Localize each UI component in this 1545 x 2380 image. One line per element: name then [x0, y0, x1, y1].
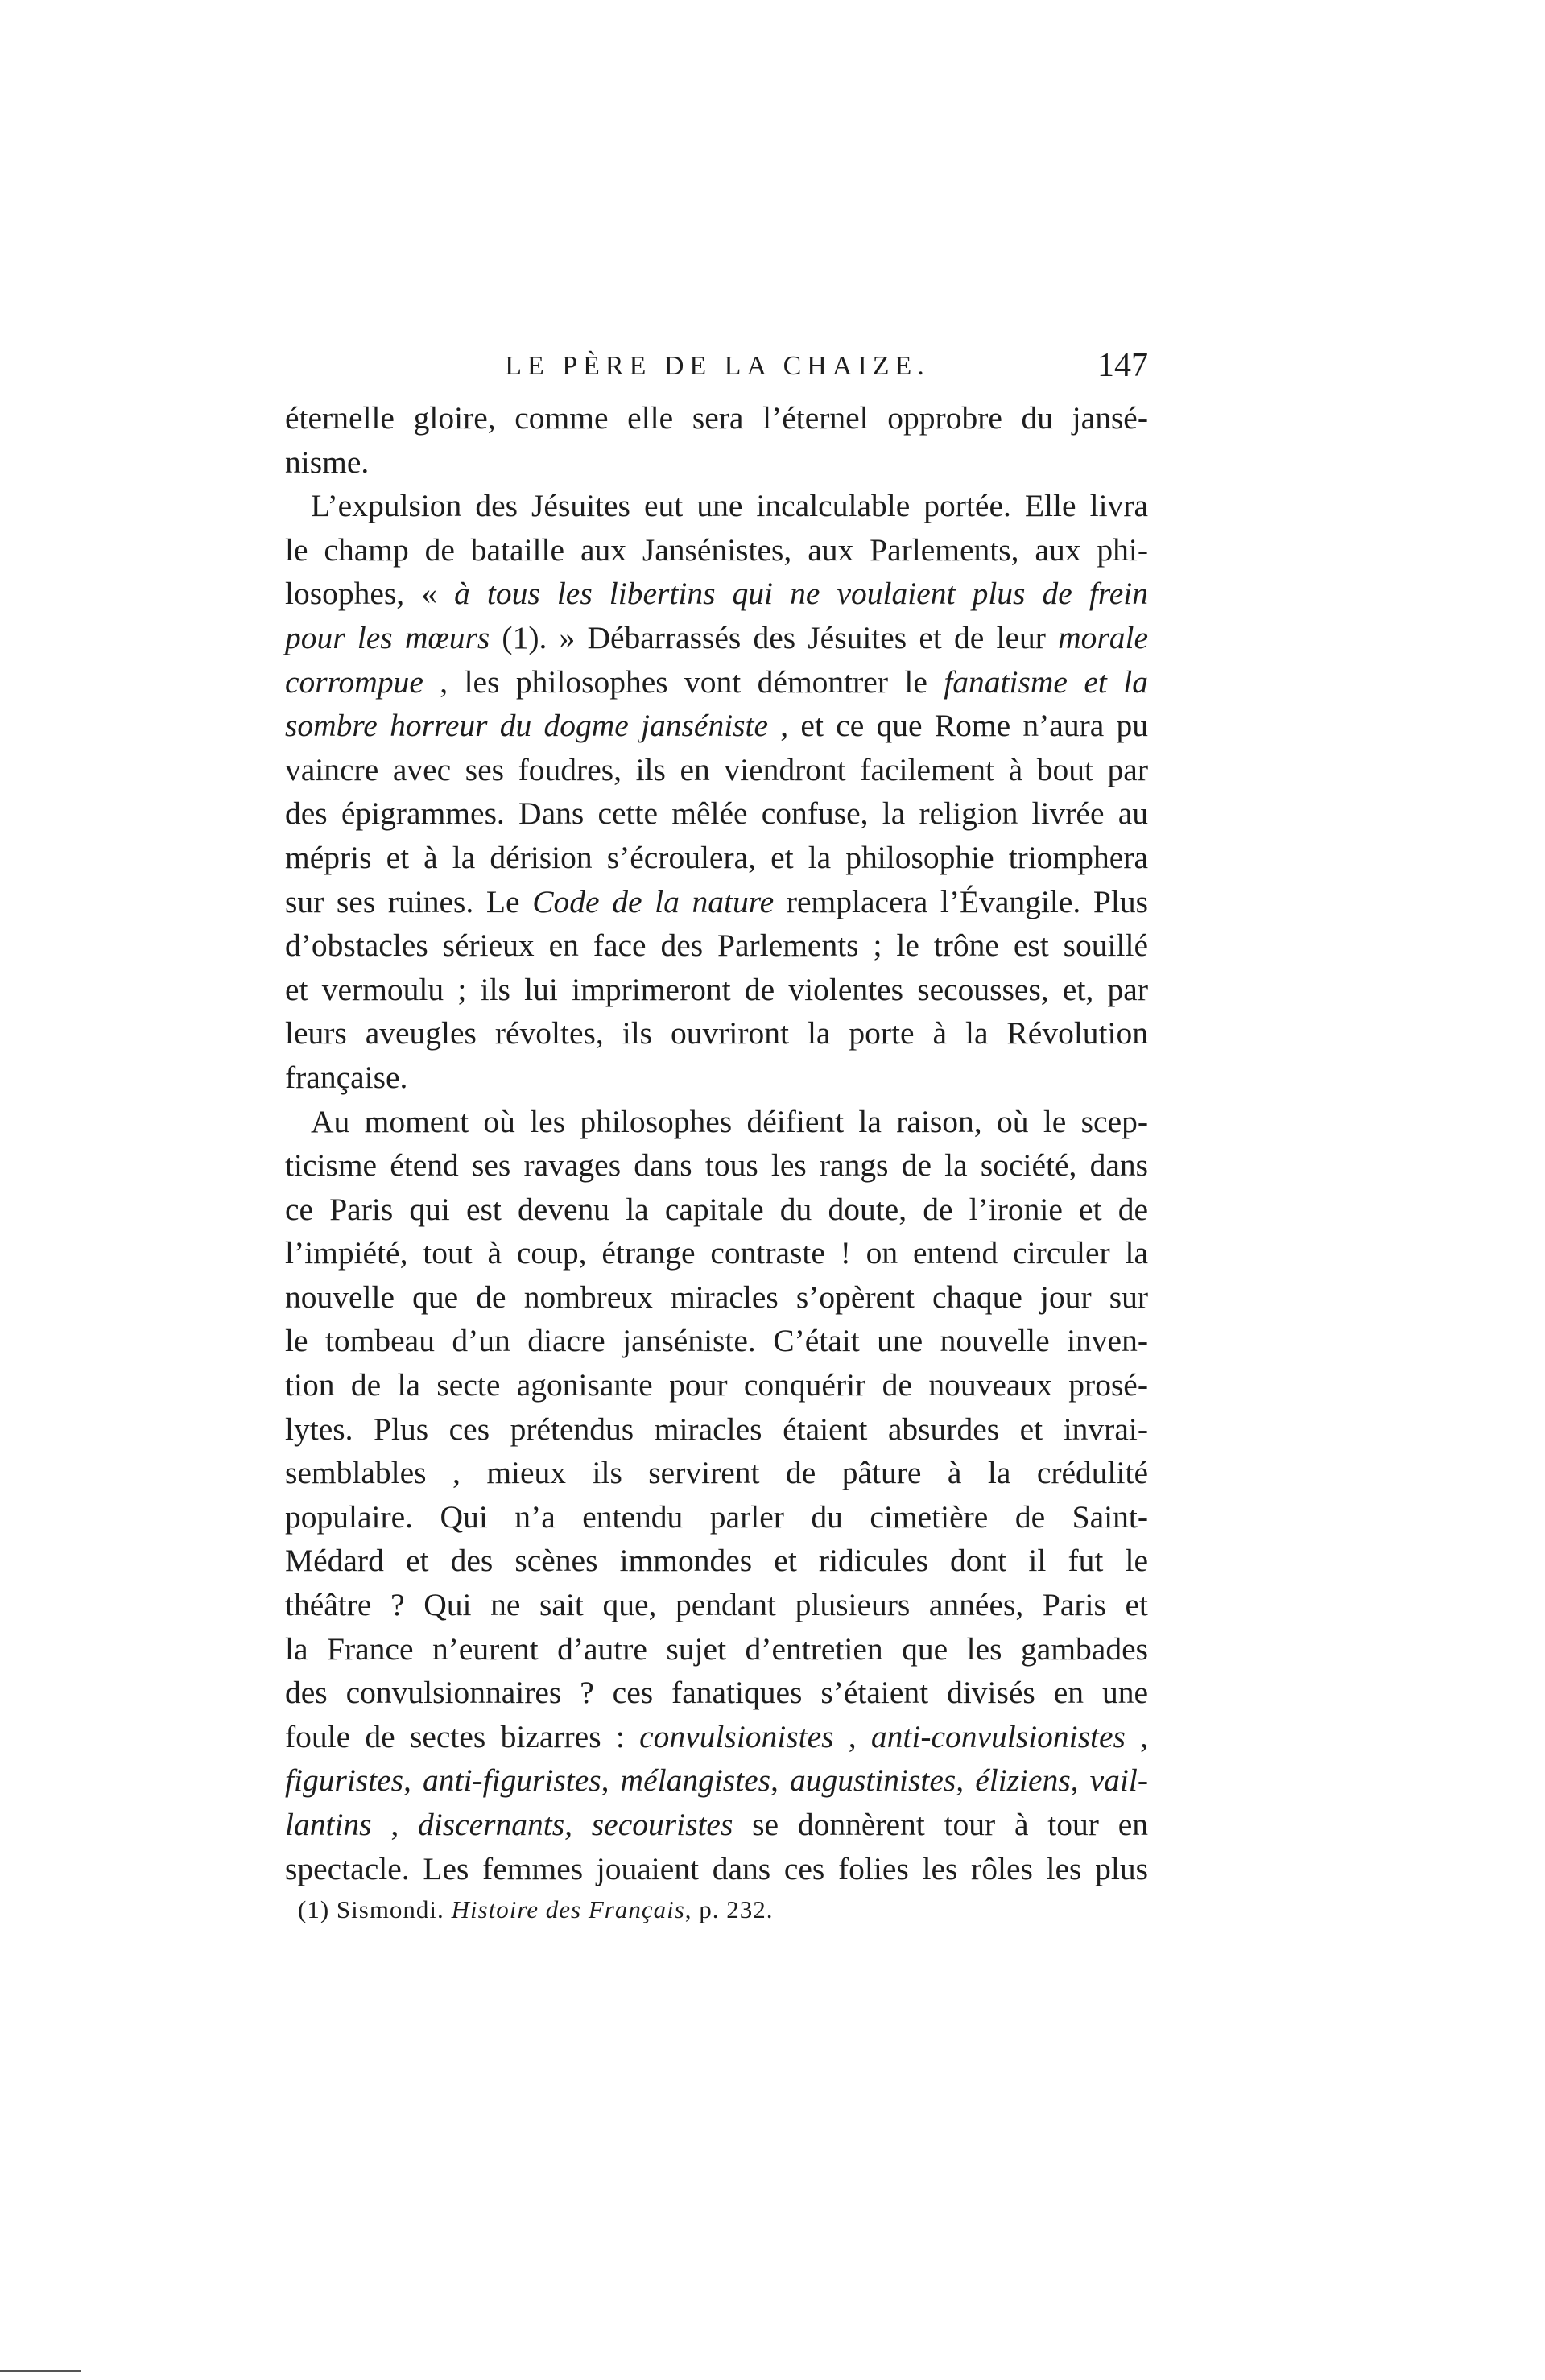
text-line	[285, 1188, 1148, 1232]
text-line	[285, 1319, 1148, 1363]
text-line	[285, 484, 1148, 528]
text-segment: ,	[371, 1807, 419, 1842]
text-segment: le tombeau d’un diacre janséniste. C’était une nouvelle inven-	[285, 1323, 1148, 1359]
text-line	[285, 1583, 1148, 1627]
text-segment: théâtre ? Qui ne sait que, pendant plusieurs années, Paris et	[285, 1587, 1148, 1623]
text-line	[285, 572, 1148, 616]
text-segment: tion de la secte agonisante pour conquérir de nouveaux prosé-	[285, 1367, 1148, 1403]
italic-segment: convulsionistes	[639, 1718, 834, 1754]
text-segment: L’expulsion des Jésuites eut une incalculable portée. Elle livra	[311, 488, 1148, 524]
text-segment: remplacera l’Évangile. Plus	[774, 883, 1148, 919]
text-line	[285, 968, 1148, 1012]
text-line	[285, 923, 1148, 968]
text-segment: leurs aveugles révoltes, ils ouvriront la porte à la Révolution	[285, 1015, 1148, 1052]
text-line	[285, 704, 1148, 748]
text-line	[285, 1143, 1148, 1188]
italic-segment: à tous les libertins qui ne voulaient plus de frein	[454, 576, 1149, 612]
text-segment: d’obstacles sérieux en face des Parlements ; le trône est souillé	[285, 928, 1148, 964]
text-line	[285, 1671, 1148, 1715]
text-segment: , les philosophes vont démontrer le	[423, 663, 944, 700]
text-segment: semblables , mieux ils servirent de pâture à la crédulité	[285, 1455, 1148, 1491]
text-line	[285, 616, 1148, 660]
text-segment: éternelle gloire, comme elle sera l’éternel opprobre du jansé-	[285, 400, 1148, 436]
text-line	[285, 1275, 1148, 1320]
text-segment: ,	[1125, 1718, 1149, 1754]
running-title: LE PÈRE DE LA CHAIZE.	[505, 351, 930, 381]
italic-segment: discernants, secouristes	[418, 1807, 733, 1842]
italic-segment: figuristes, anti-figuristes, mélangistes, augustinistes, éliziens, vail-	[285, 1762, 1148, 1799]
page-number: 147	[1097, 347, 1148, 384]
italic-segment: lantins	[285, 1807, 372, 1842]
text-line	[285, 1011, 1148, 1056]
text-segment: se donnèrent tour à tour en	[733, 1807, 1148, 1842]
text-segment: , et ce que Rome n’aura pu	[768, 708, 1149, 744]
text-segment: sur ses ruines. Le	[285, 883, 533, 919]
text-line	[285, 1539, 1148, 1583]
italic-segment: anti-convulsionistes	[870, 1718, 1126, 1754]
text-line	[285, 396, 1148, 440]
text-line	[285, 880, 1148, 924]
footnote	[298, 1894, 1151, 1926]
text-segment: française.	[285, 1059, 408, 1095]
text-segment: spectacle. Les femmes jouaient dans ces folies les rôles les plus	[285, 1850, 1148, 1886]
text-line	[285, 748, 1148, 792]
italic-segment: morale	[1058, 619, 1148, 655]
text-line	[285, 1056, 1148, 1100]
text-segment: Au moment où les philosophes déifient la raison, où le scep-	[311, 1103, 1148, 1139]
text-segment: la France n’eurent d’autre sujet d’entretien que les gambades	[285, 1630, 1148, 1667]
text-segment: vaincre avec ses foudres, ils en viendront facilement à bout par	[285, 751, 1148, 787]
body-text	[285, 396, 1148, 1890]
scan-artifact-bottom-left	[0, 2370, 81, 2372]
text-line	[285, 1847, 1148, 1891]
text-segment: des convulsionnaires ? ces fanatiques s’étaient divisés en une	[285, 1675, 1148, 1711]
text-line	[285, 1627, 1148, 1671]
footnote-title: Histoire des Français	[451, 1895, 685, 1923]
text-segment: (1). » Débarrassés des Jésuites et de leur	[490, 619, 1059, 655]
text-segment: lytes. Plus ces prétendus miracles étaient absurdes et invrai-	[285, 1411, 1148, 1447]
text-line	[285, 1100, 1148, 1144]
text-segment: losophes, «	[285, 576, 455, 612]
text-segment: nouvelle que de nombreux miracles s’opèrent chaque jour sur	[285, 1279, 1148, 1315]
text-line	[285, 660, 1148, 704]
text-line	[285, 440, 1148, 485]
text-line	[285, 528, 1148, 572]
text-segment: foule de sectes bizarres :	[285, 1718, 640, 1754]
text-segment: le champ de bataille aux Jansénistes, aux Parlements, aux phi-	[285, 531, 1148, 568]
text-segment: mépris et à la dérision s’écroulera, et la philosophie triomphera	[285, 839, 1148, 875]
text-segment: ticisme étend ses ravages dans tous les rangs de la société, dans	[285, 1147, 1148, 1184]
footnote-marker: (1)	[298, 1895, 330, 1923]
text-segment: des épigrammes. Dans cette mêlée confuse, la religion livrée au	[285, 795, 1148, 832]
italic-segment: fanatisme et la	[944, 663, 1148, 700]
footnote-author: Sismondi.	[336, 1895, 444, 1923]
text-line	[285, 1451, 1148, 1495]
text-segment: ce Paris qui est devenu la capitale du doute, de l’ironie et de	[285, 1191, 1148, 1227]
text-line	[285, 1407, 1148, 1452]
italic-segment: sombre horreur du dogme janséniste	[285, 708, 769, 744]
italic-segment: pour les mœurs	[285, 619, 490, 655]
text-segment: Médard et des scènes immondes et ridicules dont il fut le	[285, 1543, 1148, 1579]
text-line	[285, 1758, 1148, 1803]
italic-segment: Code de la nature	[532, 883, 775, 919]
footnote-page-ref: , p. 232.	[684, 1895, 774, 1923]
text-segment: l’impiété, tout à coup, étrange contraste ! on entend circuler la	[285, 1235, 1148, 1271]
text-segment: et vermoulu ; ils lui imprimeront de violentes secousses, et, par	[285, 971, 1148, 1007]
text-line	[285, 1803, 1148, 1847]
text-line	[285, 791, 1148, 836]
text-line	[285, 1231, 1148, 1275]
italic-segment: corrompue	[285, 663, 423, 700]
running-head	[287, 346, 1148, 395]
text-line	[285, 1495, 1148, 1539]
text-segment: populaire. Qui n’a entendu parler du cimetière de Saint-	[285, 1498, 1148, 1535]
text-segment: nisme.	[285, 444, 370, 480]
text-line	[285, 1715, 1148, 1759]
text-line	[285, 1363, 1148, 1407]
text-segment: ,	[833, 1718, 871, 1754]
text-line	[285, 836, 1148, 880]
